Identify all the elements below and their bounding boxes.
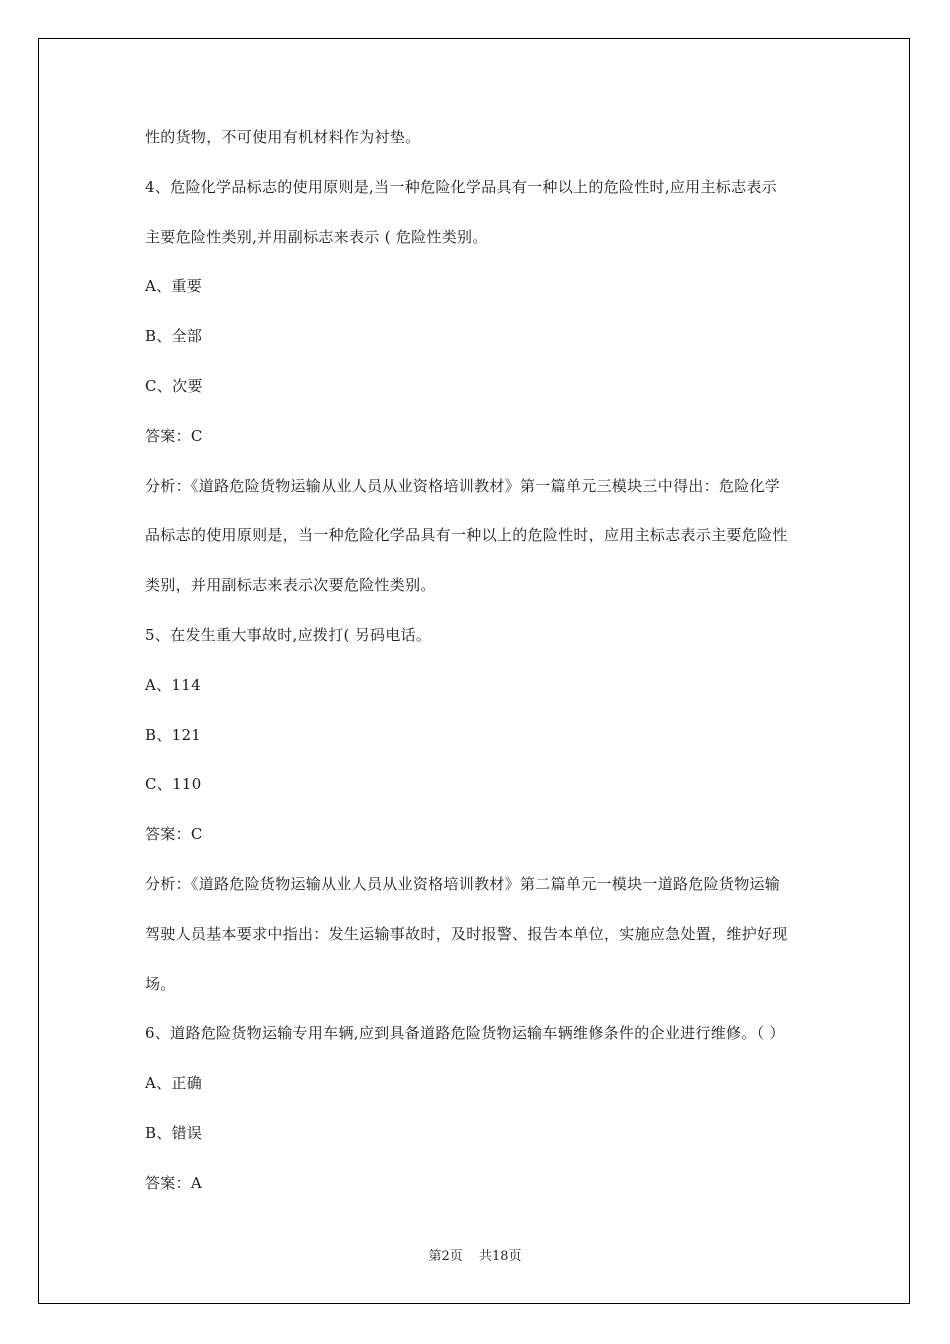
- question-6: 6、道路危险货物运输专用车辆,应到具备道路危险货物运输车辆维修条件的企业进行维修。（ ）: [145, 1024, 785, 1043]
- option-c: C、110: [145, 775, 202, 794]
- analysis: 分析：《道路危险货物运输从业人员从业资格培训教材》第二篇单元一模块一道路危险货物运输: [145, 874, 781, 893]
- option-a: A、114: [145, 675, 201, 694]
- option-b: B、错误: [145, 1123, 203, 1142]
- analysis: 分析：《道路危险货物运输从业人员从业资格培训教材》第一篇单元三模块三中得出：危险化学: [145, 476, 781, 495]
- option-b: B、全部: [145, 327, 203, 346]
- text-line: 场。: [145, 974, 176, 993]
- text-line: 品标志的使用原则是，当一种危险化学品具有一种以上的危险性时，应用主标志表示主要危险性: [145, 526, 788, 545]
- text-line: 主要危险性类别,并用副标志来表示 ( 危险性类别。: [145, 227, 488, 246]
- question-5: 5、在发生重大事故时,应拨打( 另码电话。: [145, 625, 432, 644]
- text-line: 驾驶人员基本要求中指出：发生运输事故时，及时报警、报告本单位，实施应急处置，维护好现: [145, 924, 788, 943]
- question-4: 4、危险化学品标志的使用原则是,当一种危险化学品具有一种以上的危险性时,应用主标志表示: [145, 177, 777, 196]
- page-number: 第2页: [428, 1249, 463, 1264]
- option-b: B、121: [145, 725, 202, 744]
- answer: 答案：C: [145, 426, 203, 445]
- page-total: 共18页: [478, 1249, 522, 1264]
- document-body: [145, 122, 815, 1218]
- page-footer: [0, 1245, 950, 1264]
- option-a: A、重要: [145, 277, 203, 296]
- answer: 答案：A: [145, 1173, 203, 1192]
- text-line: 性的货物，不可使用有机材料作为衬垫。: [145, 128, 421, 146]
- answer: 答案：C: [145, 825, 203, 844]
- option-a: A、正确: [145, 1074, 203, 1093]
- text-line: 类别，并用副标志来表示次要危险性类别。: [145, 576, 436, 595]
- option-c: C、次要: [145, 376, 203, 395]
